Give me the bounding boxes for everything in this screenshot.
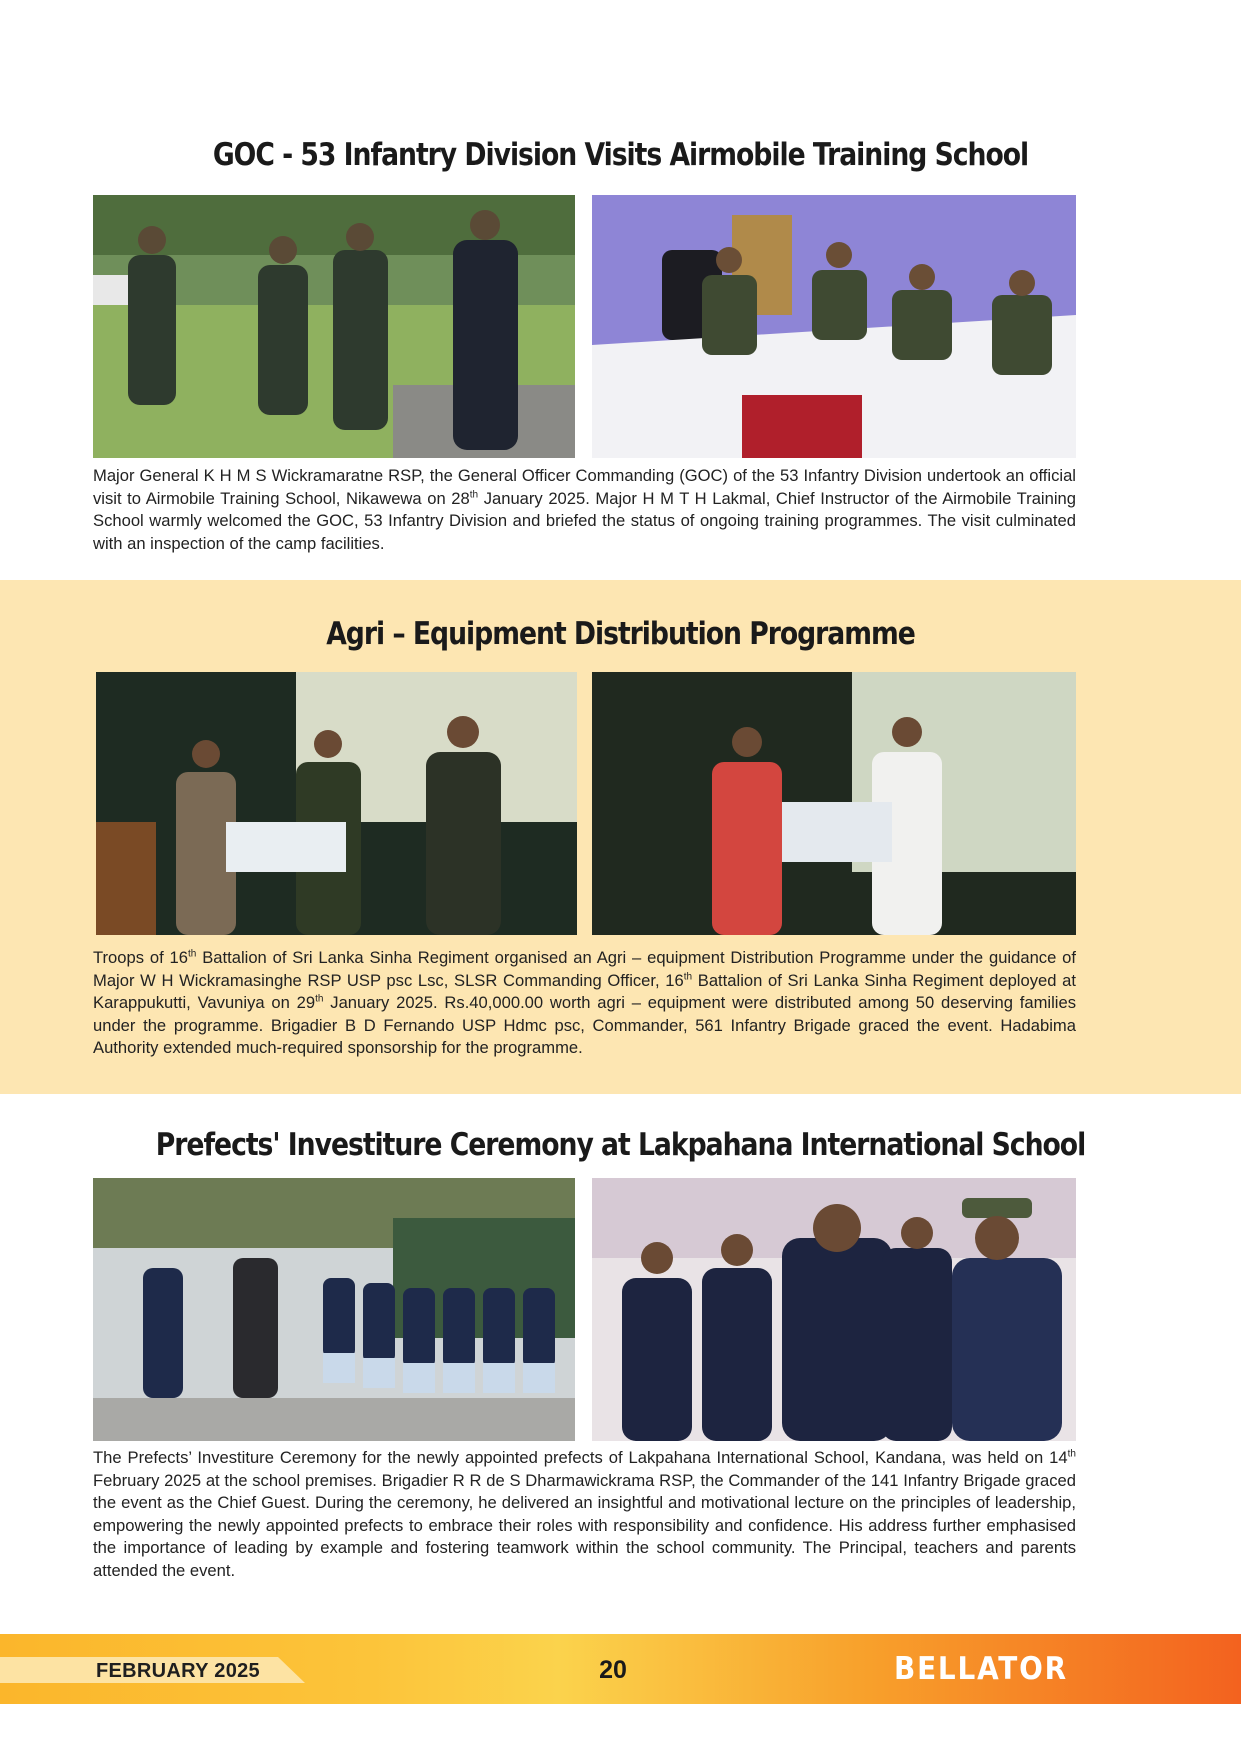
article-body <box>93 947 1076 1060</box>
photo-agri-handover-2 <box>592 672 1076 935</box>
photo-handshake <box>93 195 575 458</box>
body-text-run: February 2025 at the school premises. Brigadier R R de S Dharmawickrama RSP, the Commander of the 141 Infantry Brigade graced the event as the Chief Guest. During the ceremony, he delivered an insightful and motivational lecture on the principles of leadership, empowering the newly appointed prefects to embrace their roles with responsibility and confidence. His address further emphasised the importance of leading by example and fostering teamwork within the school community. The Principal, teachers and parents attended the event. <box>93 1470 1076 1580</box>
photo-badge-pinning <box>592 1178 1076 1441</box>
body-text-run: The Prefects’ Investiture Ceremony for the newly appointed prefects of Lakpahana International School, Kandana, was held on 14 <box>93 1448 1068 1467</box>
ordinal-suffix: th <box>188 948 197 960</box>
article-title: GOC - 53 Infantry Division Visits Airmobile Training School <box>212 137 1029 173</box>
ordinal-suffix: th <box>469 489 479 501</box>
page-footer <box>0 1634 1241 1704</box>
page-number: 20 <box>599 1656 627 1684</box>
body-text-run: Major General K H M S Wickramaratne RSP, the General Officer Commanding (GOC) of the 53 Infantry Division undertook an official visit to Airmobile Training School, Nikawewa on 28 <box>93 466 1076 508</box>
body-text-run: January 2025. Major H M T H Lakmal, Chief Instructor of the Airmobile Training School warmly welcomed the GOC, 53 Infantry Division and briefed the status of ongoing training programmes. The visit culminated with an inspection of the camp facilities. <box>93 488 1076 553</box>
article-prefects-investiture <box>0 1094 1241 1634</box>
body-text-run: Troops of 16 <box>93 948 189 967</box>
photo-agri-handover-1 <box>96 672 577 935</box>
photo-prefects-lineup <box>93 1178 575 1441</box>
footer-month: FEBRUARY 2025 <box>96 1660 260 1682</box>
ordinal-suffix: th <box>1067 1448 1076 1460</box>
body-text-run: Battalion of Sri Lanka Sinha Regiment deployed at Karappukutti, Vavuniya on 29 <box>93 970 1076 1013</box>
article-title: Agri – Equipment Distribution Programme <box>326 616 915 652</box>
body-text-run: January 2025. Rs.40,000.00 worth agri – equipment were distributed among 50 deserving families under the programme. Brigadier B D Fernando USP Hdmc psc, Commander, 561 Infantry Brigade graced the event. Hadabima Authority extended much-required sponsorship for the programme. <box>93 993 1076 1058</box>
ordinal-suffix: th <box>315 993 324 1005</box>
article-agri-equipment <box>0 580 1241 1094</box>
article-body <box>93 465 1076 555</box>
photo-briefing-room <box>592 195 1076 458</box>
bellator-logo: BELLATOR <box>894 1651 1068 1687</box>
article-title: Prefects' Investiture Ceremony at Lakpahana International School <box>155 1127 1086 1163</box>
ordinal-suffix: th <box>683 971 693 983</box>
article-goc-visit <box>0 0 1241 580</box>
article-body <box>93 1447 1076 1583</box>
body-text-run: Battalion of Sri Lanka Sinha Regiment organised an Agri – equipment Distribution Programme under the guidance of Major W H Wickramasinghe RSP USP psc Lsc, SLSR Commanding Officer, 16 <box>93 948 1077 990</box>
